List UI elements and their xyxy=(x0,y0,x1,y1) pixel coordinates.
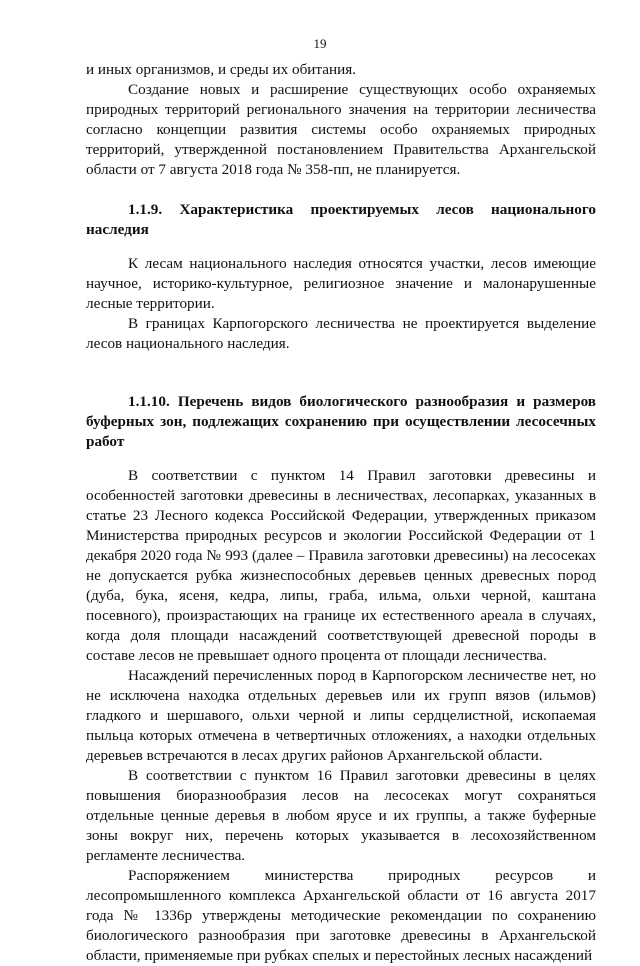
paragraph: В границах Карпогорского лесничества не проектируется выделение лесов национального наследия. xyxy=(86,315,596,352)
section-heading-1-1-9: 1.1.9. Характеристика проектируемых лесов национального наследия xyxy=(86,201,596,238)
paragraph: В соответствии с пунктом 14 Правил заготовки древесины и особенностей заготовки древесины в лесничествах, лесопарках, указанных в статье 23 Лесного кодекса Российской Федерации, утвержденных приказом Министерства природных ресурсов и экологии Российской Федерации от 1 декабря 2020 года № 993 (далее – Правила заготовки древесины) на лесосеках не допускается рубка жизнеспособных деревьев ценных древесных пород (дуба, бука, ясеня, кедра, липы, граба, ильма, ольхи черной, каштана посевного), произрастающих на границе их естественного ареала в случаях, когда доля площади насаждений соответствующей древесной породы в составе лесов не превышает одного процента от площади лесничества. xyxy=(86,467,596,664)
page-number: 19 xyxy=(313,36,327,51)
paragraph: Создание новых и расширение существующих особо охраняемых природных территорий регионального значения на территории лесничества согласно концепции развития системы особо охраняемых природных территорий, утвержденной постановлением Правительства Архангельской области от 7 августа 2018 года № 358-пп, не планируется. xyxy=(86,81,596,178)
paragraph: Насаждений перечисленных пород в Карпогорском лесничестве нет, но не исключена находка отдельных деревьев или их групп вязов (ильмов) гладкого и шершавого, ольхи черной и липы сердцелистной, ископаемая пыльца которых отмечена в четвертичных отложениях, а находки отдельных деревьев встречаются в лесах других районов Архангельской области. xyxy=(86,667,596,764)
section-heading-1-1-10: 1.1.10. Перечень видов биологического разнообразия и размеров буферных зон, подлежащих сохранению при осуществлении лесосечных работ xyxy=(86,393,596,450)
paragraph: К лесам национального наследия относятся участки, лесов имеющие научное, историко-культурное, религиозное значение и малонарушенные лесные территории. xyxy=(86,255,596,312)
document-body xyxy=(86,60,596,966)
paragraph: Распоряжением министерства природных ресурсов и лесопромышленного комплекса Архангельской области от 16 августа 2017 года № 1336р утверждены методические рекомендации по сохранению биологического разнообразия при заготовке древесины в Архангельской области, применяемые при рубках спелых и перестойных лесных насаждений xyxy=(86,867,596,964)
paragraph: В соответствии с пунктом 16 Правил заготовки древесины в целях повышения биоразнообразия лесов на лесосеках могут сохраняться отдельные ценные деревья в любом ярусе и их группы, а также буферные зоны вокруг них, перечень которых указывается в лесохозяйственном регламенте лесничества. xyxy=(86,767,596,864)
paragraph: и иных организмов, и среды их обитания. xyxy=(86,61,357,78)
